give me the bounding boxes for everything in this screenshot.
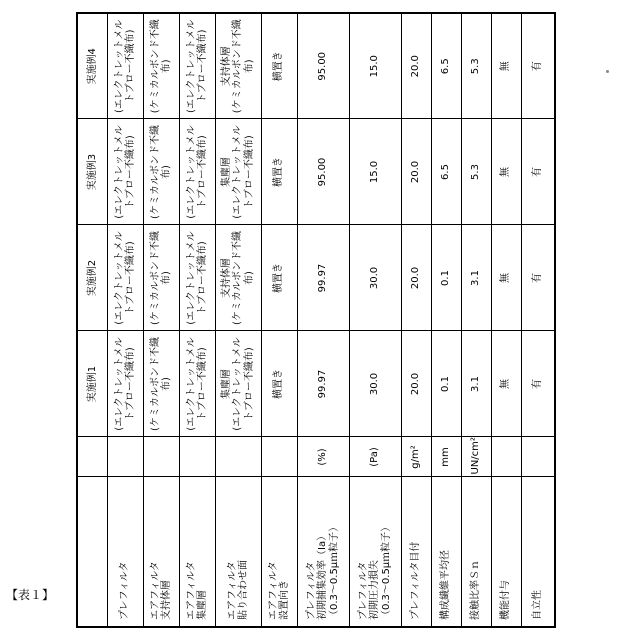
row-label: 構成繊維平均径 (431, 477, 461, 627)
corner-cell (77, 477, 107, 627)
row-unit: (Pa) (349, 437, 401, 477)
row-unit (491, 437, 521, 477)
table-cell: 支持体層 (ケミカルボンド不織布) (215, 225, 261, 331)
table-cell: 5.3 (461, 13, 491, 119)
row-unit: (%) (297, 437, 349, 477)
column-header: 実施例4 (77, 13, 107, 119)
row-label: エアフィルタ 支持体層 (143, 477, 179, 627)
row-label: 自立性 (521, 477, 555, 627)
table-cell: 無 (491, 13, 521, 119)
table-cell: 20.0 (401, 119, 431, 225)
row-label: エアフィルタ 設置向き (261, 477, 297, 627)
row-unit: UN/cm² (461, 437, 491, 477)
table-row (349, 13, 401, 627)
table-cell: (エレクトレットメルトブロー不織布) (107, 331, 143, 437)
table-frame (76, 14, 528, 628)
row-label: プレフィルタ 初期圧力損失 （0.3～0.5μｍ粒子） (349, 477, 401, 627)
table-cell: 3.1 (461, 331, 491, 437)
table-cell: 5.3 (461, 119, 491, 225)
row-unit (107, 437, 143, 477)
table-row (297, 13, 349, 627)
row-label: プレフィルタ 初期捕集効率（Ia） （0.3～0.5μｍ粒子） (297, 477, 349, 627)
table-cell: 30.0 (349, 225, 401, 331)
table-row (431, 13, 461, 627)
table-cell: 3.1 (461, 225, 491, 331)
table-cell: 無 (491, 225, 521, 331)
table-cell: 20.0 (401, 331, 431, 437)
table-row (521, 13, 555, 627)
table-cell: (エレクトレットメルトブロー不織布) (179, 225, 215, 331)
table-cell: 集塵層 (エレクトレットメルトブロー不織布) (215, 119, 261, 225)
table-row (215, 13, 261, 627)
row-unit (179, 437, 215, 477)
table-cell: 20.0 (401, 225, 431, 331)
table-cell: (エレクトレットメルトブロー不織布) (179, 331, 215, 437)
data-table (76, 12, 556, 628)
row-label: プレフィルタ (107, 477, 143, 627)
table-cell: 95.00 (297, 13, 349, 119)
table-cell: 99.97 (297, 225, 349, 331)
row-label: 接触比率Ｓｎ (461, 477, 491, 627)
table-cell: (ケミカルボンド不織布) (143, 225, 179, 331)
row-unit: g/m² (401, 437, 431, 477)
table-cell: 95.00 (297, 119, 349, 225)
table-cell: 支持体層 (ケミカルボンド不織布) (215, 13, 261, 119)
row-unit: mm (431, 437, 461, 477)
table-row (461, 13, 491, 627)
table-cell: 横置き (261, 331, 297, 437)
row-unit (261, 437, 297, 477)
table-cell: (エレクトレットメルトブロー不織布) (107, 225, 143, 331)
table-row (107, 13, 143, 627)
table-cell: 有 (521, 331, 555, 437)
row-label: エアフィルタ 貼り合わせ面 (215, 477, 261, 627)
table-cell: 20.0 (401, 13, 431, 119)
row-label: 機能付与 (491, 477, 521, 627)
table-cell: 0.1 (431, 225, 461, 331)
table-cell: (エレクトレットメルトブロー不織布) (107, 119, 143, 225)
table-cell: 30.0 (349, 331, 401, 437)
table-cell: 15.0 (349, 13, 401, 119)
table-cell: (エレクトレットメルトブロー不織布) (179, 13, 215, 119)
row-unit (521, 437, 555, 477)
column-header: 実施例2 (77, 225, 107, 331)
table-cell: (エレクトレットメルトブロー不織布) (179, 119, 215, 225)
table-cell: 無 (491, 331, 521, 437)
table-cell: 0.1 (431, 331, 461, 437)
table-cell: 有 (521, 119, 555, 225)
table-cell: 横置き (261, 13, 297, 119)
table-cell: 6.5 (431, 119, 461, 225)
table-cell: 15.0 (349, 119, 401, 225)
table-cell: 有 (521, 13, 555, 119)
table-body (107, 13, 555, 627)
table-cell: (エレクトレットメルトブロー不織布) (107, 13, 143, 119)
table-cell: (ケミカルボンド不織布) (143, 13, 179, 119)
table-row (143, 13, 179, 627)
table-row (179, 13, 215, 627)
column-header: 実施例3 (77, 119, 107, 225)
table-cell: 有 (521, 225, 555, 331)
table-cell: 無 (491, 119, 521, 225)
table-caption: 【表１】 (6, 586, 54, 603)
row-label: プレフィルタ目付 (401, 477, 431, 627)
table-cell: 横置き (261, 225, 297, 331)
table-cell: (ケミカルボンド不織布) (143, 119, 179, 225)
row-unit (143, 437, 179, 477)
table-row (401, 13, 431, 627)
table-header-row (77, 13, 107, 627)
scan-speck (606, 70, 609, 73)
table-row (491, 13, 521, 627)
table-row (261, 13, 297, 627)
table-cell: 横置き (261, 119, 297, 225)
unit-header-cell (77, 437, 107, 477)
table-cell: (ケミカルボンド不織布) (143, 331, 179, 437)
column-header: 実施例1 (77, 331, 107, 437)
row-label: エアフィルタ 集塵層 (179, 477, 215, 627)
table-cell: 集塵層 (エレクトレットメルトブロー不織布) (215, 331, 261, 437)
table-cell: 6.5 (431, 13, 461, 119)
row-unit (215, 437, 261, 477)
table-cell: 99.97 (297, 331, 349, 437)
